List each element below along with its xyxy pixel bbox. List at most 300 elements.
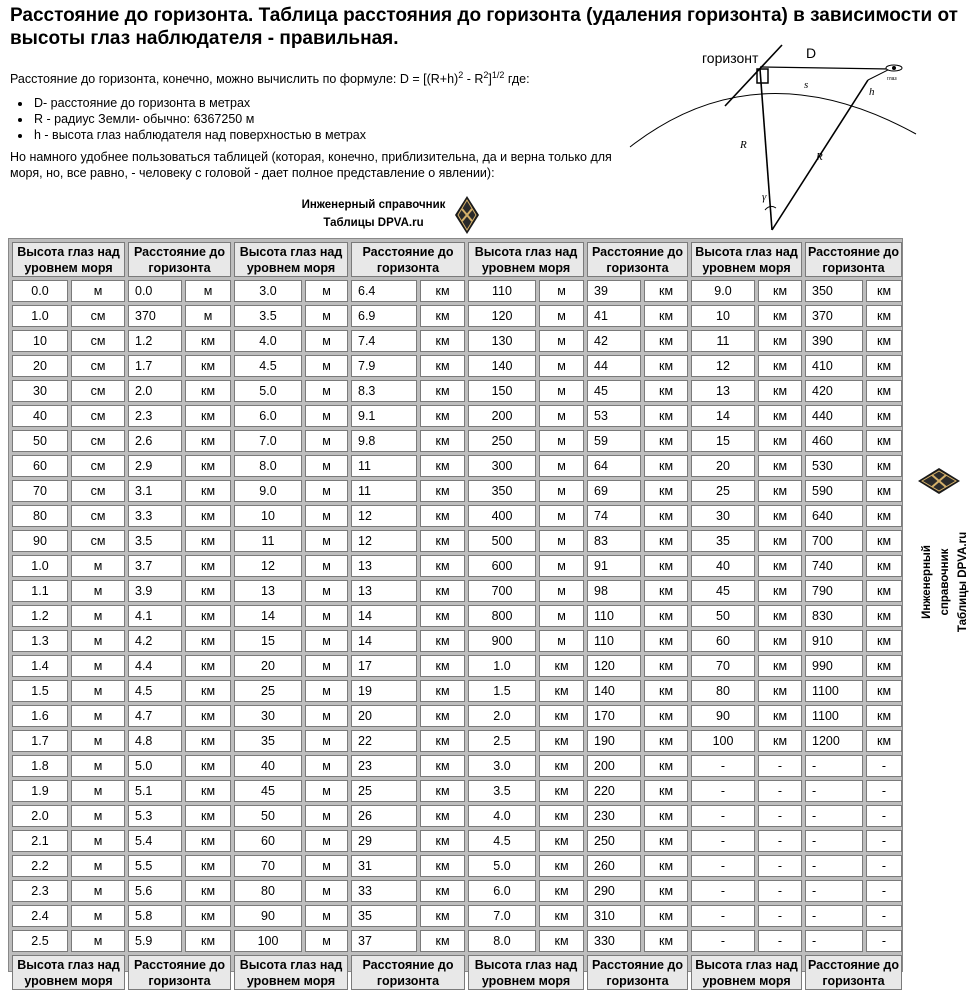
value-cell: 310: [587, 905, 641, 927]
unit-cell: км: [539, 755, 584, 777]
unit-cell: км: [185, 480, 231, 502]
unit-cell: км: [539, 680, 584, 702]
unit-cell: м: [305, 805, 348, 827]
unit-cell: м: [305, 555, 348, 577]
value-cell: 80: [234, 880, 302, 902]
value-cell: 4.0: [468, 805, 536, 827]
value-cell: 990: [805, 655, 863, 677]
value-cell: 25: [691, 480, 755, 502]
value-cell: 1.4: [12, 655, 68, 677]
value-cell: 2.9: [128, 455, 182, 477]
value-cell: 31: [351, 855, 417, 877]
unit-cell: м: [305, 880, 348, 902]
unit-cell: м: [539, 355, 584, 377]
unit-cell: км: [185, 680, 231, 702]
unit-cell: км: [866, 580, 902, 602]
table-row: [12, 905, 902, 927]
unit-cell: -: [866, 830, 902, 852]
unit-cell: -: [866, 930, 902, 952]
value-cell: 4.5: [128, 680, 182, 702]
unit-cell: км: [644, 380, 688, 402]
value-cell: 1.8: [12, 755, 68, 777]
value-cell: 10: [12, 330, 68, 352]
value-cell: 6.4: [351, 280, 417, 302]
brand-block[interactable]: [296, 196, 486, 234]
unit-cell: км: [866, 530, 902, 552]
value-cell: 4.0: [234, 330, 302, 352]
unit-cell: м: [71, 555, 125, 577]
unit-cell: м: [71, 730, 125, 752]
unit-cell: м: [305, 855, 348, 877]
unit-cell: км: [420, 455, 465, 477]
column-footer-distance: Расстояние до горизонта: [128, 955, 231, 990]
value-cell: 5.6: [128, 880, 182, 902]
column-header-height: Высота глаз над уровнем моря: [468, 242, 584, 277]
value-cell: 8.0: [234, 455, 302, 477]
column-header-distance: Расстояние до горизонта: [587, 242, 688, 277]
unit-cell: м: [539, 280, 584, 302]
unit-cell: км: [644, 680, 688, 702]
unit-cell: км: [644, 505, 688, 527]
table-row: [12, 780, 902, 802]
unit-cell: км: [185, 505, 231, 527]
dpva-logo-icon: [455, 196, 479, 234]
unit-cell: км: [644, 355, 688, 377]
unit-cell: м: [71, 630, 125, 652]
unit-cell: м: [305, 530, 348, 552]
unit-cell: км: [758, 480, 802, 502]
value-cell: 11: [234, 530, 302, 552]
variable-list: [10, 95, 630, 143]
value-cell: 110: [587, 630, 641, 652]
page-title: Расстояние до горизонта. Таблица расстояния до горизонта (удаления горизонта) в зависимости от высоты глаз наблюдателя - правильная.: [10, 5, 958, 49]
value-cell: -: [691, 855, 755, 877]
value-cell: 35: [234, 730, 302, 752]
unit-cell: км: [644, 730, 688, 752]
unit-cell: м: [539, 430, 584, 452]
unit-cell: км: [758, 530, 802, 552]
value-cell: 4.1: [128, 605, 182, 627]
value-cell: 2.1: [12, 830, 68, 852]
note-text: Но намного удобнее пользоваться таблицей (которая, конечно, приблизительна, да и верна только для моря, но, все равно, - человеку с головой - дает полное представление о явлении):: [10, 150, 612, 181]
unit-cell: км: [420, 505, 465, 527]
unit-cell: км: [185, 805, 231, 827]
value-cell: 70: [691, 655, 755, 677]
unit-cell: см: [71, 455, 125, 477]
brand-text: Инженерный справочник Таблицы DPVA.ru: [301, 199, 446, 229]
unit-cell: -: [866, 905, 902, 927]
unit-cell: м: [305, 780, 348, 802]
value-cell: 200: [468, 405, 536, 427]
value-cell: 2.0: [468, 705, 536, 727]
value-cell: 140: [468, 355, 536, 377]
value-cell: 11: [691, 330, 755, 352]
value-cell: 91: [587, 555, 641, 577]
table-row: [12, 630, 902, 652]
value-cell: 250: [587, 830, 641, 852]
value-cell: 70: [12, 480, 68, 502]
value-cell: 150: [468, 380, 536, 402]
value-cell: 13: [234, 580, 302, 602]
unit-cell: м: [185, 280, 231, 302]
value-cell: 5.0: [128, 755, 182, 777]
unit-cell: км: [866, 455, 902, 477]
header-row: [12, 242, 902, 277]
value-cell: 69: [587, 480, 641, 502]
value-cell: 5.4: [128, 830, 182, 852]
value-cell: -: [805, 855, 863, 877]
unit-cell: -: [758, 755, 802, 777]
unit-cell: см: [71, 480, 125, 502]
value-cell: 40: [234, 755, 302, 777]
value-cell: 30: [12, 380, 68, 402]
unit-cell: км: [758, 555, 802, 577]
unit-cell: см: [71, 330, 125, 352]
unit-cell: км: [758, 680, 802, 702]
value-cell: 74: [587, 505, 641, 527]
value-cell: 1.2: [128, 330, 182, 352]
unit-cell: км: [539, 655, 584, 677]
table-row: [12, 705, 902, 727]
unit-cell: км: [185, 580, 231, 602]
unit-cell: км: [758, 455, 802, 477]
value-cell: 1100: [805, 680, 863, 702]
value-cell: 400: [468, 505, 536, 527]
value-cell: 20: [351, 705, 417, 727]
value-cell: -: [805, 930, 863, 952]
unit-cell: км: [420, 380, 465, 402]
unit-cell: -: [866, 755, 902, 777]
table-row: [12, 480, 902, 502]
value-cell: 14: [351, 605, 417, 627]
value-cell: 12: [234, 555, 302, 577]
unit-cell: м: [71, 930, 125, 952]
unit-cell: км: [644, 855, 688, 877]
value-cell: 1.0: [12, 305, 68, 327]
unit-cell: м: [71, 905, 125, 927]
value-cell: 42: [587, 330, 641, 352]
unit-cell: км: [866, 305, 902, 327]
column-header-height: Высота глаз над уровнем моря: [691, 242, 802, 277]
unit-cell: км: [185, 605, 231, 627]
unit-cell: м: [305, 480, 348, 502]
value-cell: 530: [805, 455, 863, 477]
value-cell: 7.4: [351, 330, 417, 352]
value-cell: 40: [691, 555, 755, 577]
value-cell: 700: [805, 530, 863, 552]
value-cell: 170: [587, 705, 641, 727]
value-cell: -: [805, 880, 863, 902]
value-cell: 8.3: [351, 380, 417, 402]
value-cell: 25: [351, 780, 417, 802]
value-cell: 0.0: [128, 280, 182, 302]
unit-cell: км: [420, 855, 465, 877]
table-row: [12, 930, 902, 952]
column-header-distance: Расстояние до горизонта: [805, 242, 902, 277]
table-row: [12, 605, 902, 627]
table-row: [12, 330, 902, 352]
table-row: [12, 530, 902, 552]
value-cell: 11: [351, 480, 417, 502]
unit-cell: км: [644, 330, 688, 352]
value-cell: 7.0: [468, 905, 536, 927]
unit-cell: м: [539, 330, 584, 352]
value-cell: 50: [691, 605, 755, 627]
unit-cell: км: [644, 555, 688, 577]
unit-cell: км: [758, 655, 802, 677]
list-item: • D- расстояние до горизонта в метрах: [32, 95, 630, 111]
unit-cell: км: [758, 330, 802, 352]
value-cell: 90: [234, 905, 302, 927]
value-cell: 3.1: [128, 480, 182, 502]
unit-cell: км: [539, 930, 584, 952]
unit-cell: км: [420, 680, 465, 702]
table-row: [12, 805, 902, 827]
unit-cell: км: [644, 605, 688, 627]
value-cell: 5.8: [128, 905, 182, 927]
value-cell: 1.5: [468, 680, 536, 702]
value-cell: -: [805, 905, 863, 927]
unit-cell: м: [305, 630, 348, 652]
unit-cell: км: [758, 580, 802, 602]
unit-cell: км: [758, 730, 802, 752]
unit-cell: км: [758, 605, 802, 627]
unit-cell: м: [539, 605, 584, 627]
value-cell: 59: [587, 430, 641, 452]
table-row: [12, 430, 902, 452]
unit-cell: км: [644, 905, 688, 927]
table-row: [12, 830, 902, 852]
value-cell: 30: [234, 705, 302, 727]
unit-cell: км: [185, 855, 231, 877]
unit-cell: км: [866, 280, 902, 302]
unit-cell: км: [644, 630, 688, 652]
unit-cell: км: [420, 655, 465, 677]
value-cell: 4.8: [128, 730, 182, 752]
unit-cell: км: [539, 730, 584, 752]
value-cell: 60: [691, 630, 755, 652]
value-cell: 6.0: [234, 405, 302, 427]
value-cell: 9.0: [691, 280, 755, 302]
value-cell: 1.3: [12, 630, 68, 652]
unit-cell: м: [305, 830, 348, 852]
value-cell: 23: [351, 755, 417, 777]
value-cell: 10: [691, 305, 755, 327]
unit-cell: м: [305, 655, 348, 677]
value-cell: 740: [805, 555, 863, 577]
value-cell: 35: [351, 905, 417, 927]
value-cell: 13: [691, 380, 755, 402]
value-cell: 500: [468, 530, 536, 552]
value-cell: 1.9: [12, 780, 68, 802]
table-row: [12, 730, 902, 752]
value-cell: -: [805, 780, 863, 802]
unit-cell: м: [71, 780, 125, 802]
unit-cell: км: [539, 830, 584, 852]
value-cell: 45: [587, 380, 641, 402]
unit-cell: м: [539, 505, 584, 527]
value-cell: 12: [351, 530, 417, 552]
value-cell: -: [691, 780, 755, 802]
unit-cell: км: [185, 755, 231, 777]
unit-cell: км: [185, 405, 231, 427]
value-cell: 3.9: [128, 580, 182, 602]
unit-cell: км: [644, 655, 688, 677]
value-cell: 22: [351, 730, 417, 752]
unit-cell: км: [644, 480, 688, 502]
value-cell: 3.3: [128, 505, 182, 527]
unit-cell: км: [644, 455, 688, 477]
unit-cell: км: [420, 405, 465, 427]
value-cell: 130: [468, 330, 536, 352]
unit-cell: км: [420, 605, 465, 627]
r-label-left: R: [740, 139, 747, 151]
unit-cell: м: [185, 305, 231, 327]
formula-text: Расстояние до горизонта, конечно, можно вычислить по формуле: $D = [(R+h)^2 - R^2]^{1/2}$ где:: [10, 70, 530, 87]
unit-cell: км: [644, 830, 688, 852]
unit-cell: км: [420, 930, 465, 952]
value-cell: 5.0: [468, 855, 536, 877]
list-item: • R - радиус Земли- обычно: 6367250 м: [32, 111, 630, 127]
value-cell: 1.1: [12, 580, 68, 602]
value-cell: 900: [468, 630, 536, 652]
value-cell: 420: [805, 380, 863, 402]
value-cell: 2.5: [468, 730, 536, 752]
unit-cell: км: [866, 730, 902, 752]
unit-cell: м: [305, 430, 348, 452]
unit-cell: -: [758, 805, 802, 827]
unit-cell: км: [420, 555, 465, 577]
value-cell: 80: [12, 505, 68, 527]
unit-cell: км: [420, 305, 465, 327]
value-cell: 100: [691, 730, 755, 752]
unit-cell: км: [185, 430, 231, 452]
unit-cell: км: [420, 780, 465, 802]
value-cell: 1.7: [128, 355, 182, 377]
value-cell: 4.5: [234, 355, 302, 377]
unit-cell: м: [305, 930, 348, 952]
unit-cell: м: [539, 580, 584, 602]
unit-cell: см: [71, 305, 125, 327]
unit-cell: -: [758, 880, 802, 902]
column-footer-height: Высота глаз над уровнем моря: [12, 955, 125, 990]
unit-cell: км: [420, 330, 465, 352]
d-label: D: [806, 45, 817, 61]
value-cell: 220: [587, 780, 641, 802]
unit-cell: -: [758, 830, 802, 852]
table-row: [12, 380, 902, 402]
unit-cell: км: [758, 355, 802, 377]
value-cell: 90: [12, 530, 68, 552]
table-row: [12, 305, 902, 327]
horizon-distance-table: [8, 238, 903, 988]
value-cell: 50: [234, 805, 302, 827]
value-cell: 100: [234, 930, 302, 952]
value-cell: 13: [351, 555, 417, 577]
unit-cell: км: [644, 430, 688, 452]
unit-cell: км: [866, 330, 902, 352]
value-cell: 50: [12, 430, 68, 452]
unit-cell: -: [866, 805, 902, 827]
value-cell: -: [691, 830, 755, 852]
unit-cell: км: [185, 930, 231, 952]
value-cell: 250: [468, 430, 536, 452]
unit-cell: км: [185, 380, 231, 402]
value-cell: -: [691, 755, 755, 777]
value-cell: 90: [691, 705, 755, 727]
unit-cell: км: [866, 505, 902, 527]
table-row: [12, 880, 902, 902]
value-cell: 410: [805, 355, 863, 377]
value-cell: 9.1: [351, 405, 417, 427]
value-cell: 9.0: [234, 480, 302, 502]
value-cell: 4.5: [468, 830, 536, 852]
value-cell: -: [691, 880, 755, 902]
value-cell: 40: [12, 405, 68, 427]
value-cell: 14: [351, 630, 417, 652]
value-cell: -: [691, 805, 755, 827]
value-cell: 3.0: [234, 280, 302, 302]
unit-cell: км: [185, 630, 231, 652]
r-label-right: R: [816, 151, 823, 163]
unit-cell: км: [420, 830, 465, 852]
value-cell: 12: [691, 355, 755, 377]
value-cell: 11: [351, 455, 417, 477]
value-cell: 8.0: [468, 930, 536, 952]
unit-cell: м: [71, 830, 125, 852]
unit-cell: км: [185, 355, 231, 377]
unit-cell: м: [71, 855, 125, 877]
value-cell: 330: [587, 930, 641, 952]
value-cell: 15: [234, 630, 302, 652]
value-cell: 4.2: [128, 630, 182, 652]
column-footer-height: Высота глаз над уровнем моря: [468, 955, 584, 990]
unit-cell: км: [539, 880, 584, 902]
value-cell: 190: [587, 730, 641, 752]
value-cell: 98: [587, 580, 641, 602]
unit-cell: см: [71, 355, 125, 377]
value-cell: 20: [234, 655, 302, 677]
value-cell: 1.6: [12, 705, 68, 727]
unit-cell: м: [305, 755, 348, 777]
unit-cell: км: [420, 530, 465, 552]
unit-cell: км: [758, 405, 802, 427]
value-cell: 60: [234, 830, 302, 852]
unit-cell: км: [758, 505, 802, 527]
unit-cell: м: [539, 555, 584, 577]
column-footer-height: Высота глаз над уровнем моря: [691, 955, 802, 990]
value-cell: 83: [587, 530, 641, 552]
side-brand-block[interactable]: [918, 468, 969, 652]
unit-cell: см: [71, 505, 125, 527]
column-header-height: Высота глаз над уровнем моря: [234, 242, 348, 277]
unit-cell: м: [71, 605, 125, 627]
unit-cell: км: [644, 880, 688, 902]
unit-cell: км: [866, 380, 902, 402]
value-cell: 7.0: [234, 430, 302, 452]
unit-cell: м: [305, 405, 348, 427]
table-row: [12, 655, 902, 677]
value-cell: 14: [234, 605, 302, 627]
value-cell: 3.5: [468, 780, 536, 802]
unit-cell: -: [758, 905, 802, 927]
s-label: s: [804, 79, 809, 91]
unit-cell: км: [420, 805, 465, 827]
value-cell: 7.9: [351, 355, 417, 377]
unit-cell: км: [866, 480, 902, 502]
unit-cell: м: [71, 680, 125, 702]
table-row: [12, 580, 902, 602]
